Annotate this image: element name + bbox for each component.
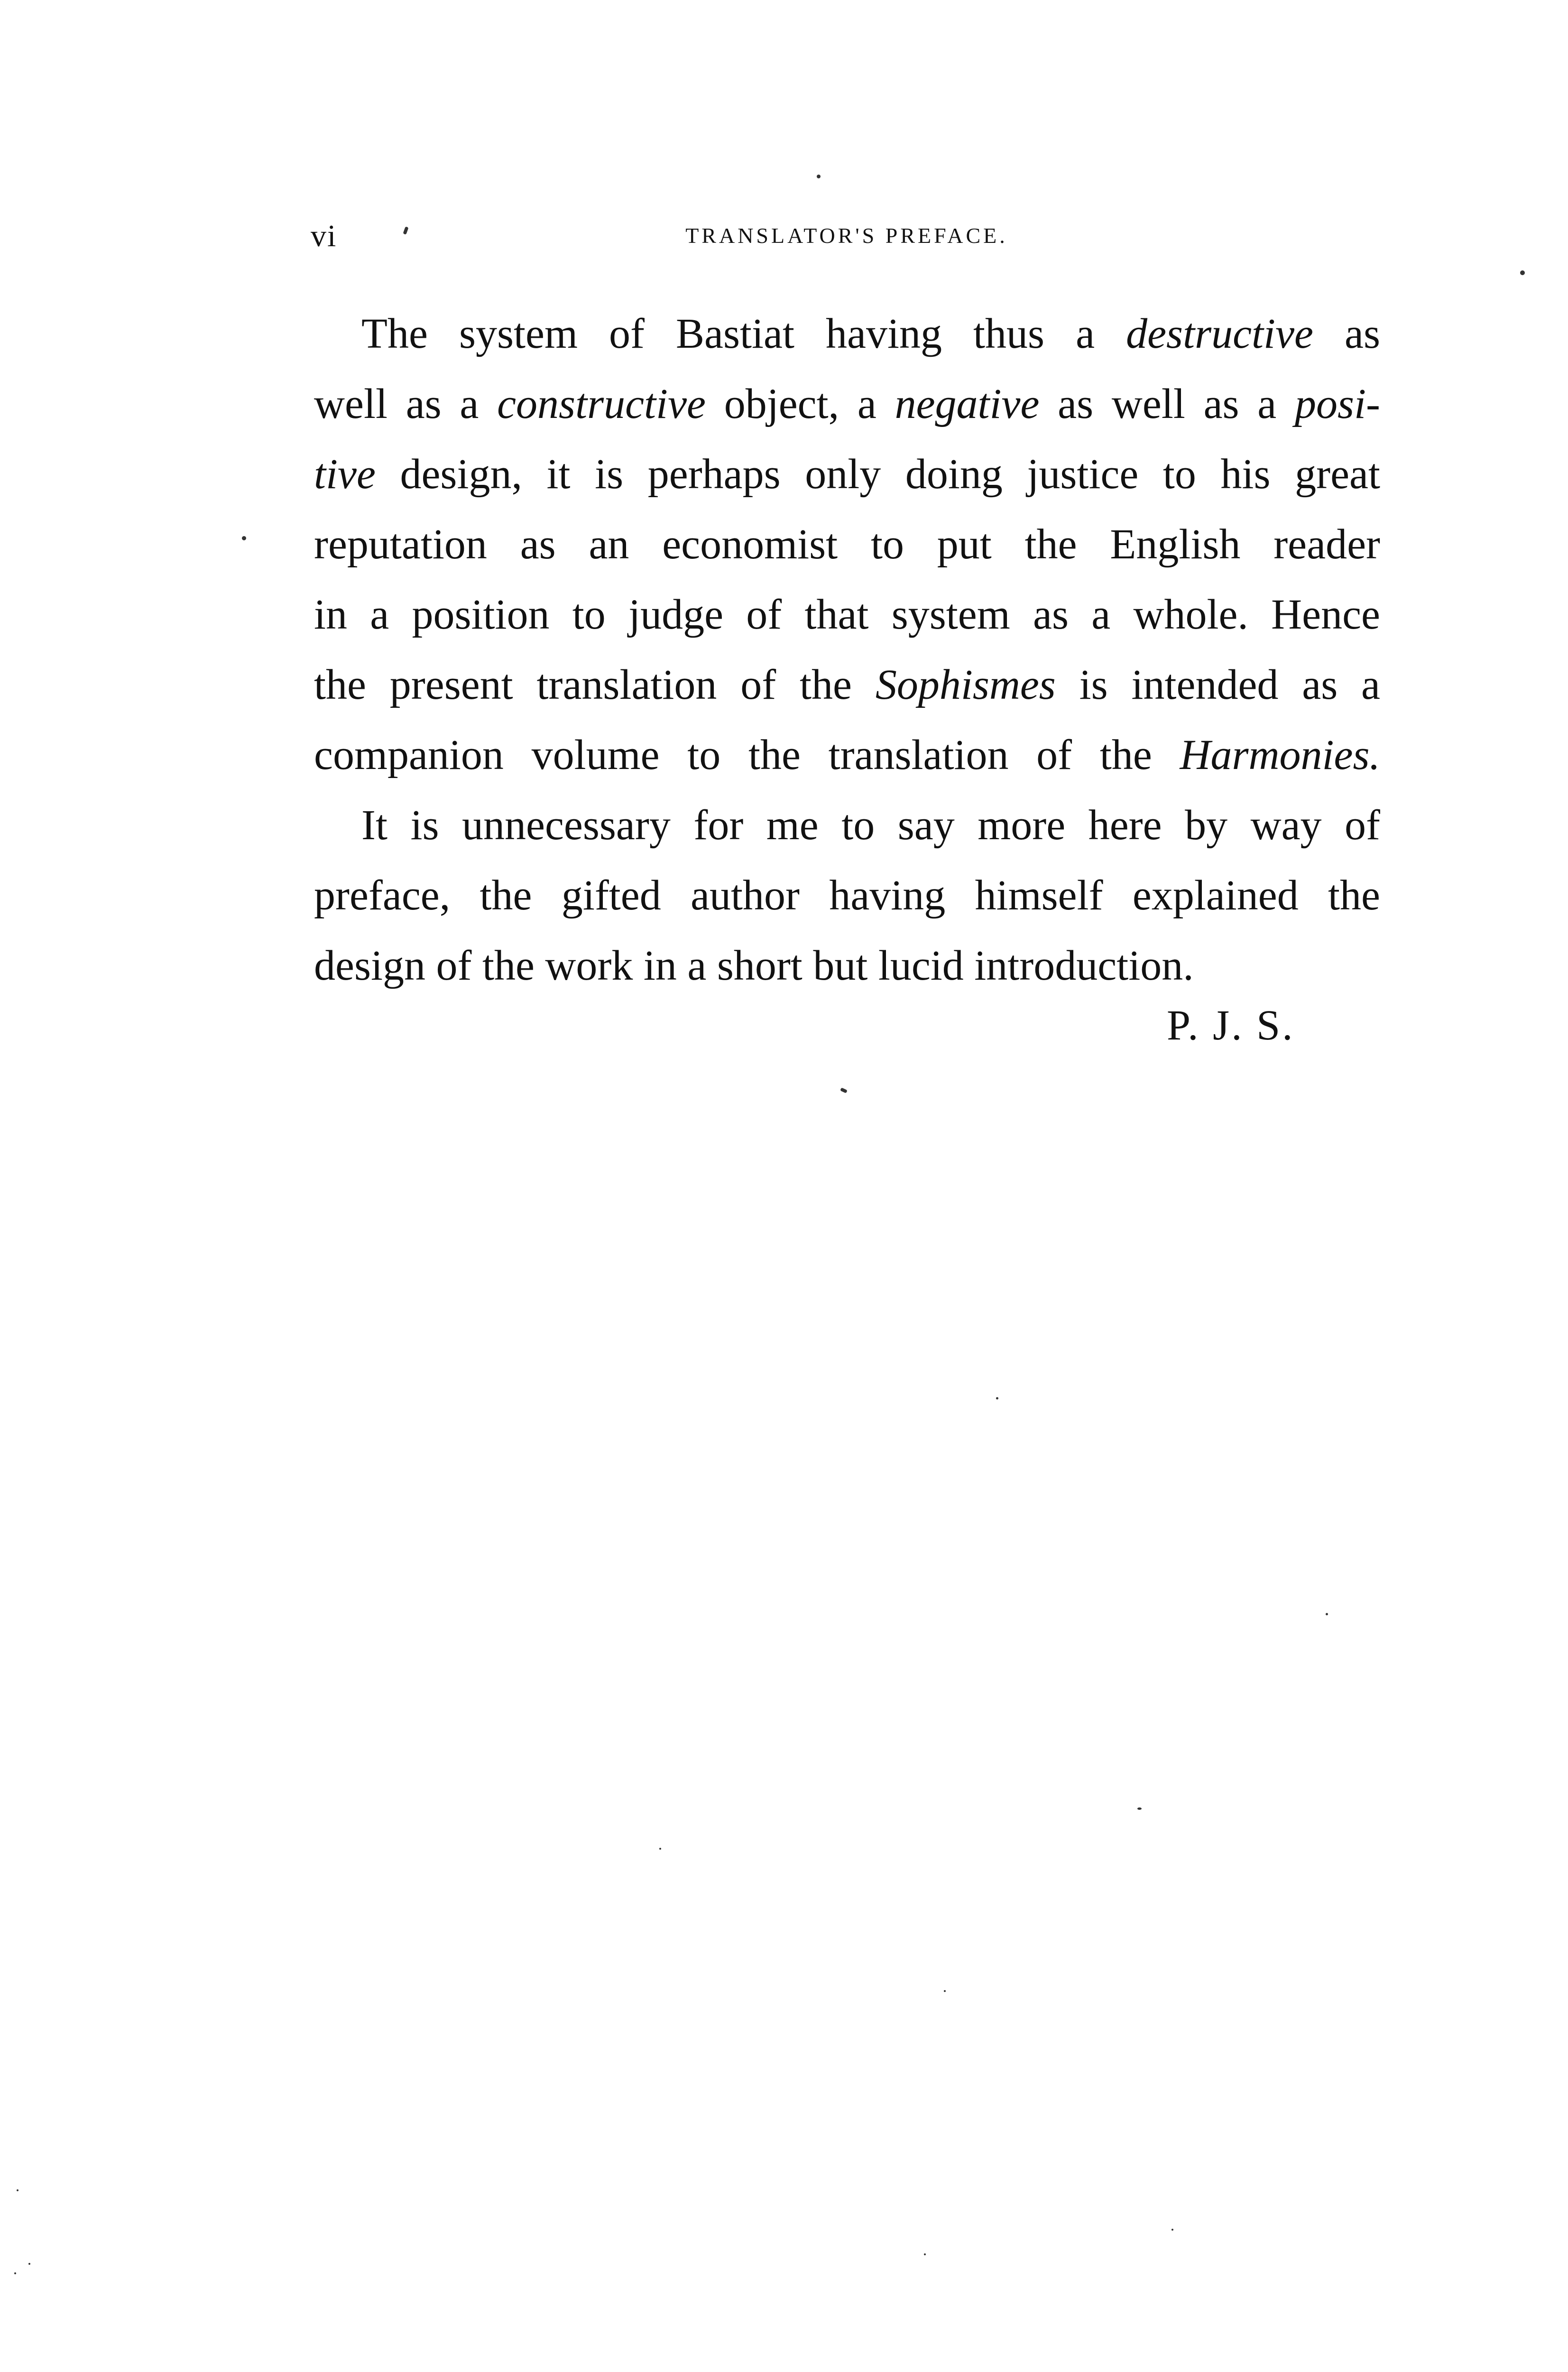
text-line: in a position to judge of that system as a whole. Hence	[314, 591, 1380, 638]
text-line	[314, 439, 1380, 510]
italic-run: negative	[895, 380, 1040, 427]
text-run: well as a	[314, 380, 498, 427]
italic-run: Harmonies.	[1180, 732, 1380, 778]
paragraph-2	[314, 790, 1380, 1001]
text-run: as	[1313, 310, 1380, 357]
page-header	[311, 218, 1383, 261]
text-run: The system of Bastiat having thus a	[361, 310, 1126, 357]
text-run: is intended as a	[1055, 661, 1380, 708]
italic-run: tive	[314, 451, 376, 498]
scan-speck	[944, 1990, 946, 1992]
scan-speck	[17, 2189, 18, 2191]
scan-speck	[996, 1397, 998, 1399]
text-run: as well as a	[1039, 380, 1295, 427]
scan-speck	[817, 175, 821, 178]
text-run: the present translation of the	[314, 661, 876, 708]
scan-speck	[1520, 270, 1525, 275]
text-run: object, a	[705, 380, 895, 427]
scan-speck	[28, 2263, 30, 2265]
scan-speck	[242, 536, 246, 540]
italic-run: constructive	[497, 380, 706, 427]
text-line	[314, 299, 1380, 369]
text-line	[314, 720, 1380, 790]
text-line	[314, 650, 1380, 720]
text-line: design of the work in a short but lucid introduction.	[314, 942, 1194, 989]
text-run: design, it is perhaps only doing justice to his great	[375, 451, 1380, 498]
paragraph-1	[314, 299, 1380, 790]
italic-run: Sophismes	[875, 661, 1056, 708]
scan-speck	[14, 2272, 16, 2274]
scan-speck	[840, 1087, 848, 1093]
text-run: companion volume to the translation of the	[314, 732, 1180, 778]
text-line: preface, the gifted author having himself explained the	[314, 872, 1380, 919]
running-head: TRANSLATOR'S PREFACE.	[685, 223, 1008, 248]
scan-speck	[1137, 1807, 1142, 1810]
italic-run: posi-	[1295, 380, 1380, 427]
scan-speck	[659, 1848, 661, 1850]
scan-speck	[1326, 1613, 1328, 1615]
text-line	[314, 369, 1380, 439]
text-line: It is unnecessary for me to say more here by way of	[361, 802, 1380, 849]
scan-speck	[924, 2253, 926, 2255]
page-number: vi	[311, 219, 337, 253]
scan-speck	[1171, 2229, 1173, 2231]
italic-run: destructive	[1126, 310, 1313, 357]
signature-initials: P. J. S.	[1167, 1002, 1295, 1049]
page-body	[314, 299, 1380, 1001]
text-line: reputation as an economist to put the English reader	[314, 521, 1380, 568]
